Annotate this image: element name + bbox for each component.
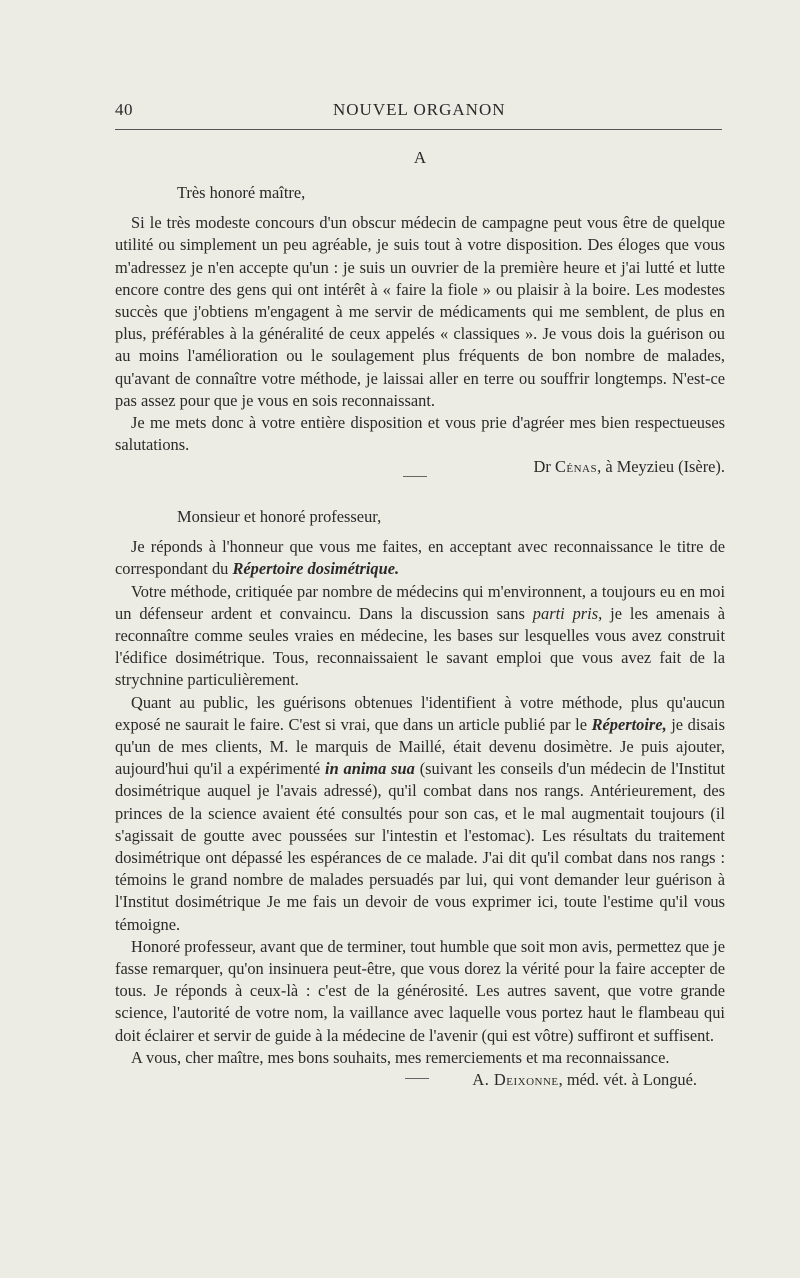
- signature: [115, 1069, 725, 1091]
- page-number: 40: [115, 100, 133, 119]
- separator-dash: [405, 1078, 429, 1079]
- running-title: NOUVEL ORGANON: [333, 100, 506, 119]
- paragraph: Honoré professeur, avant que de terminer, tout humble que soit mon avis, permettez que je fasse remarquer, qu'on insinuera peut-être, que vous dorez la vérité pour la faire accepter de tous. Je réponds à ceux-là : c'est de la générosité. Les autres savent, que votre grande science, l'autorité de votre nom, la vaillance avec laquelle vous portez haut le flambeau qui doit éclairer et servir de guide à la médecine de l'avenir (qui est vôtre) suffiront et suffisent.: [115, 936, 725, 1045]
- signature-prefix: Dr: [533, 457, 551, 477]
- section-letter: A: [413, 148, 427, 167]
- separator-dash: [403, 476, 427, 477]
- text-run: (suivant les conseils d'un médecin de l'Institut dosimétrique auquel je l'avais adressé), qu'il combat dans nos rangs. Antérieurement, des princes de la science avaient été consultés pour son cas, et le mal augmentait toujours (il s'agissait de goutte avec poussées sur l'intestin et l'estomac). Les résultats du traitement dosimétrique ont dépassé les espérances de ce malade. J'ai dit qu'il combat dans nos rangs : témoins le grand nombre de malades persuadés par lui, qui vont demander leur guérison à l'Institut dosimétrique Je me fais un devoir de vous exprimer ici, toute l'estime qu'il vous témoigne.: [115, 759, 725, 934]
- letter-deixonne: [115, 506, 725, 1091]
- page-header: [115, 98, 725, 124]
- text-run: Votre méthode, critiquée par nombre de médecins qui m'environnent, a toujours eu en moi un défenseur ardent et convaincu. Dans la discussion sans: [115, 581, 725, 623]
- paragraph: [115, 581, 725, 692]
- salutation: Monsieur et honoré professeur,: [177, 507, 382, 526]
- signature-name: A. Deixonne: [472, 1070, 559, 1090]
- letter-cenas: [115, 182, 725, 479]
- signature-name: Cénas: [554, 457, 598, 477]
- signature-place: , méd. vét. à Longué.: [558, 1070, 697, 1090]
- paragraph: [115, 692, 725, 936]
- italic-phrase: parti pris,: [532, 603, 603, 623]
- salutation: Très honoré maître,: [177, 183, 306, 202]
- paragraph: Si le très modeste concours d'un obscur médecin de campagne peut vous être de quelque utilité ou simplement un peu agréable, je suis tout à votre disposition. Des éloges que vous m'adressez je n'en accepte qu'un : je suis un ouvrier de la première heure et j'ai lutté et lutte encore contre des gens qui ont intérêt à « faire la fiole » ou plaisir à la boire. Les modestes succès que j'obtiens m'engagent à me servir de médicaments qui me semblent, de plus en plus, préférables à la généralité de ceux appelés « classiques ». Je vous dois la guérison ou au moins l'amélioration ou le soulagement plus fréquents de bon nombre de malades, qu'avant de connaître votre méthode, je laissai aller en terre ou souffrir longtemps. N'est-ce pas assez pour que je vous en sois reconnaissant.: [115, 213, 725, 410]
- signature-place: , à Meyzieu (Isère).: [597, 457, 725, 477]
- text-run: Je réponds à l'honneur que vous me faites, en acceptant avec reconnaissance le titre de correspondant du: [115, 537, 725, 579]
- paragraph: Je me mets donc à votre entière disposition et vous prie d'agréer mes bien respectueuses salutations.: [115, 413, 725, 455]
- paragraph: [115, 536, 725, 580]
- journal-title: Répertoire dosimétrique.: [232, 559, 400, 579]
- text-run: Quant au public, les guérisons obtenues l'identifient à votre méthode, plus qu'aucun exposé ne saurait le faire. C'est si vrai, que dans un article publié par le: [115, 692, 725, 734]
- text-run: je les amenais à reconnaître comme seules vraies en médecine, les bases sur lesquelles vous avez construit l'édifice dosimétrique. Tous, reconnaissaient le savant emploi que vous avez fait de la strychnine particulièrement.: [115, 603, 725, 690]
- text-run: je disais qu'un de mes clients, M. le marquis de Maillé, était devenu dosimètre. Je puis ajouter, aujourd'hui qu'il a expérimenté: [115, 714, 725, 779]
- paragraph: A vous, cher maître, mes bons souhaits, mes remerciements et ma reconnaissance.: [131, 1047, 670, 1067]
- journal-title: Répertoire,: [591, 714, 667, 734]
- header-rule: [115, 129, 722, 130]
- latin-phrase: in anima sua: [325, 759, 415, 779]
